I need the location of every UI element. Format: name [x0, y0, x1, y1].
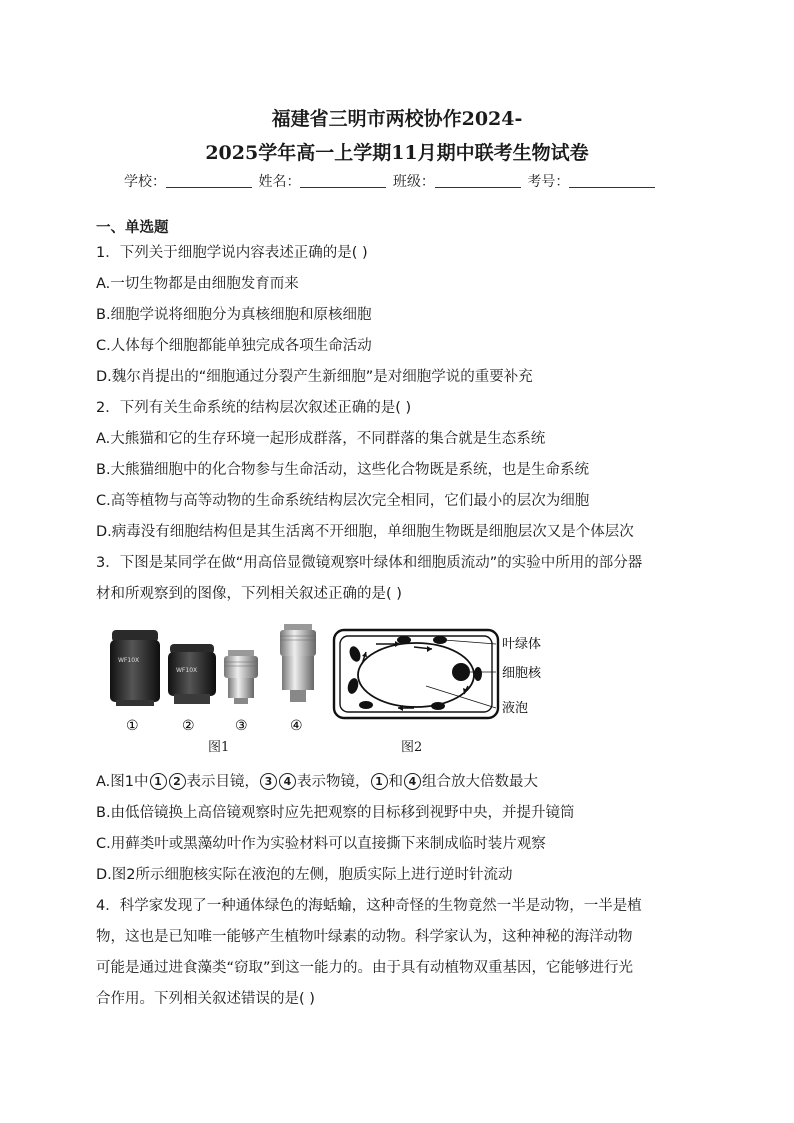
lens-label-2: ②: [182, 718, 195, 734]
section-heading: 一、单选题: [96, 220, 169, 236]
circled-1b: 1: [371, 773, 388, 790]
q2-option-b: B.大熊猫细胞中的化合物参与生命活动，这些化合物既是系统，也是生命系统: [96, 462, 590, 478]
q1-option-d: D.魏尔肖提出的“细胞通过分裂产生新细胞”是对细胞学说的重要补充: [96, 369, 533, 385]
q2-option-c: C.高等植物与高等动物的生命系统结构层次完全相同，它们最小的层次为细胞: [96, 493, 590, 509]
cell-diagram: [334, 630, 542, 718]
q2-stem: 2．下列有关生命系统的结构层次叙述正确的是( ): [96, 400, 412, 416]
q3-option-b: B.由低倍镜换上高倍镜观察时应先把观察的目标移到视野中央，并提升镜筒: [96, 805, 575, 821]
q3-a-objective-text: 表示物镜，: [297, 774, 370, 790]
lens-label-4: ④: [290, 718, 303, 734]
q1-option-b: B.细胞学说将细胞分为真核细胞和原核细胞: [96, 307, 372, 323]
lens-label-1: ①: [126, 718, 139, 734]
q1-option-c: C.人体每个细胞都能单独完成各项生命活动: [96, 338, 372, 354]
q3-figure: [104, 620, 564, 740]
eyepiece-marking-1: WF10X: [118, 657, 140, 664]
name-blank[interactable]: [300, 173, 386, 188]
label-nucleus: 细胞核: [502, 666, 542, 681]
eyepiece-marking-2: WF10X: [176, 667, 198, 674]
title-line-1: 福建省三明市两校协作2024-: [271, 108, 523, 130]
q4-stem-line-2: 物，这也是已知唯一能够产生植物叶绿素的动物。科学家认为，这种神秘的海洋动物: [96, 929, 633, 945]
q1-stem: 1．下列关于细胞学说内容表述正确的是( ): [96, 245, 368, 261]
q4-stem-line-1: 4．科学家发现了一种通体绿色的海蛞蝓，这种奇怪的生物竟然一半是动物，一半是植: [96, 898, 642, 914]
circled-4: 4: [279, 773, 296, 790]
q3-a-prefix: A.图1中: [96, 774, 149, 790]
circled-3: 3: [260, 773, 277, 790]
name-label: 姓名：: [258, 174, 301, 190]
school-blank[interactable]: [166, 173, 252, 188]
q3-option-a: [96, 770, 538, 791]
exam-no-label: 考号：: [527, 174, 570, 190]
q3-a-eyepiece-text: 表示目镜，: [186, 774, 259, 790]
label-vacuole: 液泡: [502, 701, 529, 716]
objective-3-image: [224, 650, 258, 704]
exam-no-blank[interactable]: [569, 173, 655, 188]
circled-1: 1: [150, 773, 167, 790]
objective-4-image: [280, 624, 316, 702]
q3-option-d: D.图2所示细胞核实际在液泡的左侧，胞质实际上进行逆时针流动: [96, 867, 513, 883]
q2-option-a: A.大熊猫和它的生存环境一起形成群落，不同群落的集合就是生态系统: [96, 431, 546, 447]
circled-2: 2: [169, 773, 186, 790]
class-blank[interactable]: [435, 173, 521, 188]
figure-1-caption: 图1: [208, 740, 230, 755]
q3-stem-line-1: 3．下图是某同学在做“用高倍显微镜观察叶绿体和细胞质流动”的实验中所用的部分器: [96, 555, 643, 571]
figure-2-caption: 图2: [401, 740, 423, 755]
q3-a-end: 组合放大倍数最大: [422, 774, 538, 790]
class-label: 班级：: [392, 174, 435, 190]
q3-option-c: C.用藓类叶或黑藻幼叶作为实验材料可以直接撕下来制成临时装片观察: [96, 836, 546, 852]
q2-option-d: D.病毒没有细胞结构但是其生活离不开细胞，单细胞生物既是细胞层次又是个体层次: [96, 524, 634, 540]
q3-a-and: 和: [388, 774, 403, 790]
lens-label-3: ③: [235, 718, 248, 734]
circled-4b: 4: [404, 773, 421, 790]
q1-option-a: A.一切生物都是由细胞发育而来: [96, 276, 299, 292]
student-info-line: [124, 171, 657, 191]
title-line-2: 2025学年高一上学期11月期中联考生物试卷: [205, 142, 589, 164]
eyepiece-1-image: [110, 630, 160, 706]
q4-stem-line-4: 合作用。下列相关叙述错误的是( ): [96, 991, 315, 1007]
school-label: 学校：: [124, 174, 166, 190]
label-chloroplast: 叶绿体: [502, 637, 542, 652]
q4-stem-line-3: 可能是通过进食藻类“窃取”到这一能力的。由于具有动植物双重基因，它能够进行光: [96, 960, 634, 976]
q3-stem-line-2: 材和所观察到的图像，下列相关叙述正确的是( ): [96, 586, 402, 602]
eyepiece-2-image: [168, 644, 216, 704]
